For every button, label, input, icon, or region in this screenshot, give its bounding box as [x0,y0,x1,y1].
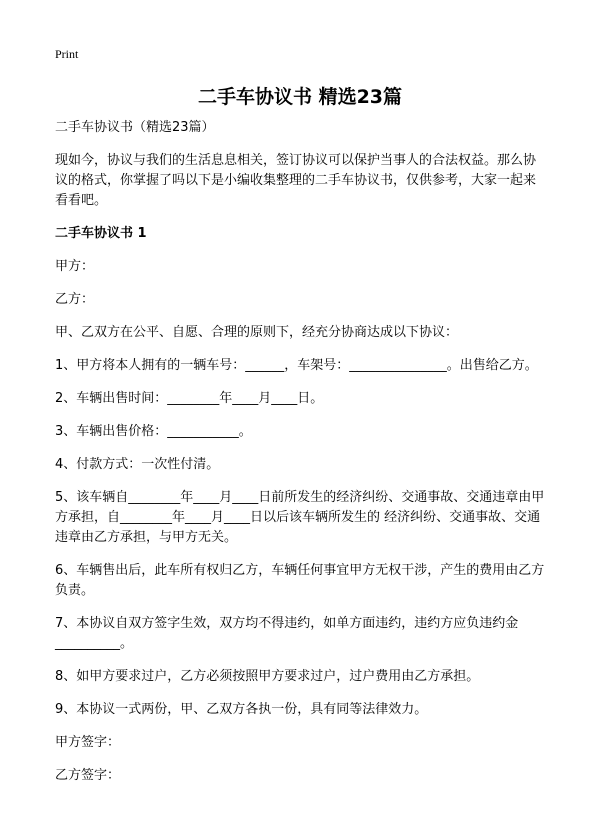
signature-party-a: 甲方签字： [55,735,121,750]
clause-2: 2、车辆出售时间：________年____月____日。 [55,391,324,406]
clause-6: 6、车辆售出后，此车所有权归乙方，车辆任何事宜甲方无权干涉，产生的费用由乙方负责。 [55,563,545,598]
party-b-line: 乙方： [55,292,95,307]
clause-8: 8、如甲方要求过户，乙方必须按照甲方要求过户，过户费用由乙方承担。 [55,669,480,684]
clause-5: 5、该车辆自________年____月____日前所发生的经济纠纷、交通事故、交通违章由甲方承担，自________年____月____日以后该车辆所发生的 经济纠纷、交通事故、交通违章由乙方承担，与甲方无关。 [55,490,545,545]
intro-paragraph: 现如今，协议与我们的生活息息相关，签订协议可以保护当事人的合法权益。那么协议的格式，你掌握了吗以下是小编收集整理的二手车协议书，仅供参考，大家一起来看看吧。 [55,153,537,208]
clause-7: 7、本协议自双方签字生效，双方均不得违约，如单方面违约，违约方应负违约金__________。 [55,616,519,651]
page-title: 二手车协议书 精选23篇 [197,86,403,108]
clause-3: 3、车辆出售价格：___________。 [55,424,252,439]
document-subtitle: 二手车协议书（精选23篇） [55,120,215,135]
preamble-paragraph: 甲、乙双方在公平、自愿、合理的原则下，经充分协商达成以下协议： [55,325,459,340]
party-a-line: 甲方： [55,259,95,274]
print-link[interactable]: Print [55,47,79,61]
clause-4: 4、付款方式：一次性付清。 [55,457,220,472]
document-body [55,118,547,799]
section-heading: 二手车协议书 1 [55,226,147,241]
clause-9: 9、本协议一式两份，甲、乙双方各执一份，具有同等法律效力。 [55,702,428,717]
clause-1: 1、甲方将本人拥有的一辆车号：______，车架号：_______________。出售给乙方。 [55,358,538,373]
signature-party-b: 乙方签字： [55,768,121,783]
